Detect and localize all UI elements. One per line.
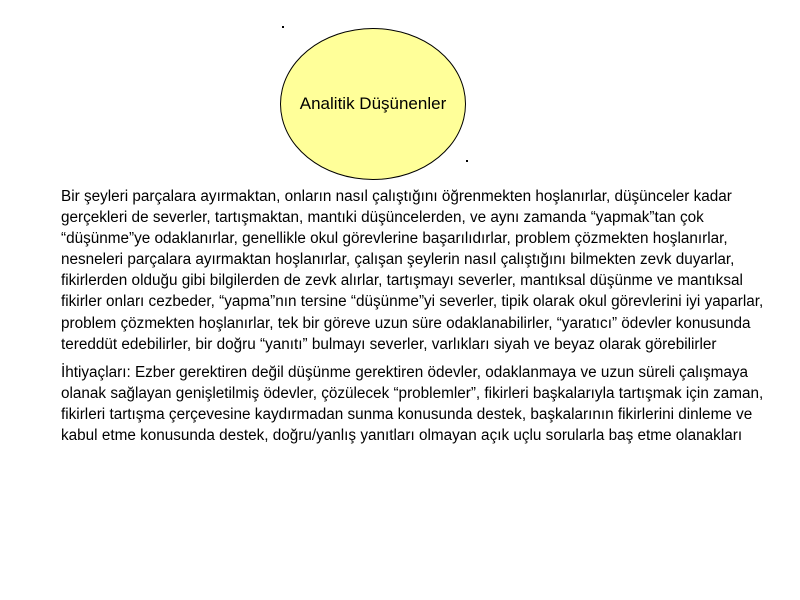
selection-handle-dot	[282, 26, 284, 28]
needs-paragraph: İhtiyaçları: Ezber gerektiren değil düşünme gerektiren ödevler, odaklanmaya ve uzun süreli çalışmaya olanak sağlayan genişletilmiş ödevler, çözülecek “problemler”, fikirleri başkalarıyla tartışmak için zaman, fikirleri tartışma çerçevesine kaydırmadan sunma konusunda destek, başkalarının fikirlerini dinleme ve kabul etme konusunda destek, doğru/yanlış yanıtları olmayan açık uçlu sorularla baş etme olanakları	[61, 363, 764, 445]
description-paragraph: Bir şeyleri parçalara ayırmaktan, onların nasıl çalıştığını öğrenmekten hoşlanırlar, düşünceler kadar gerçekleri de severler, tartışmaktan, mantıki düşüncelerden, ve aynı zamanda “yapmak”tan çok “düşünme”ye odaklanırlar, genellikle okul görevlerine başarılıdırlar, problem çözmekten hoşlanırlar, nesneleri parçalara ayırmaktan hoşlanırlar, çalışan şeylerin nasıl çalıştığını bilmekten zevk duyarlar, fikirlerden olduğu gibi bilgilerden de zevk alırlar, tartışmayı severler, mantıksal düşünme ve mantıksal fikirler onları cezbeder, “yapma”nın tersine “düşünme”yi severler, tipik olarak okul görevlerini iyi yaparlar, problem çözmekten hoşlanırlar, tek bir göreve uzun süre odaklanabilirler, “yaratıcı” ödevler konusunda tereddüt edebilirler, bir doğru “yanıtı” bulmayı severler, varlıkları siyah ve beyaz olarak görebilirler	[61, 188, 764, 353]
slide-title: Analitik Düşünenler	[299, 94, 447, 113]
title-ellipse	[280, 28, 466, 180]
body-text	[61, 186, 773, 446]
selection-handle-dot	[466, 160, 468, 162]
